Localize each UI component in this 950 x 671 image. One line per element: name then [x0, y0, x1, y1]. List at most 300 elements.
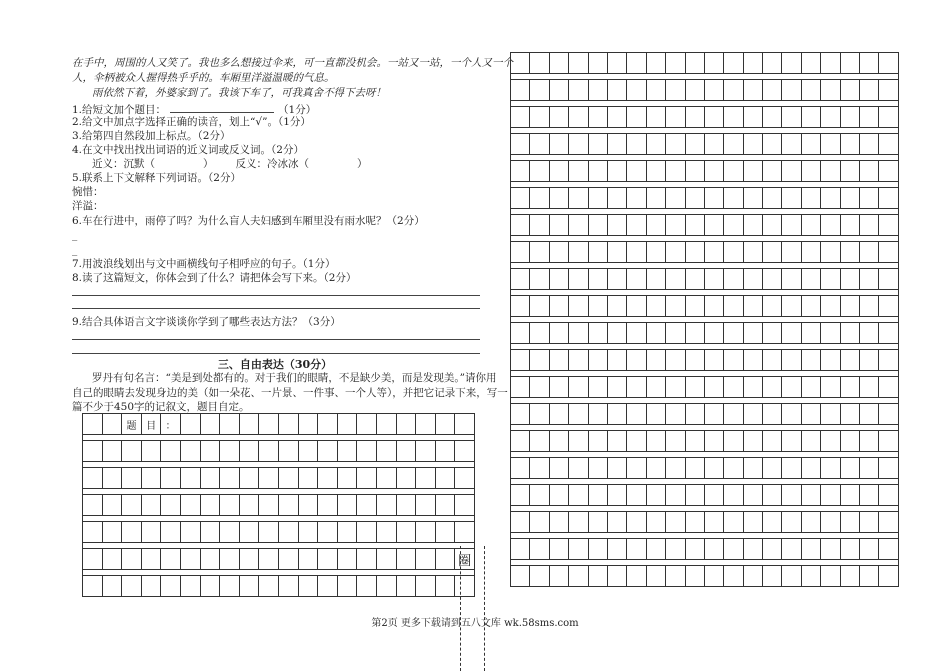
grid-cell[interactable] [103, 576, 123, 597]
grid-cell[interactable] [841, 323, 860, 344]
grid-cell[interactable] [589, 80, 608, 101]
grid-cell[interactable] [782, 512, 801, 533]
grid-cell[interactable] [763, 161, 782, 182]
grid-cell[interactable] [589, 53, 608, 74]
grid-cell[interactable] [647, 350, 666, 371]
grid-cell[interactable] [782, 269, 801, 290]
grid-cell[interactable] [821, 512, 840, 533]
grid-cell[interactable] [744, 296, 763, 317]
grid-cell[interactable] [647, 485, 666, 506]
grid-cell[interactable] [569, 431, 588, 452]
grid-cell[interactable] [338, 549, 358, 570]
grid-cell[interactable] [724, 404, 743, 425]
grid-cell[interactable] [627, 404, 646, 425]
grid-cell[interactable] [122, 441, 142, 462]
grid-cell[interactable] [161, 522, 181, 543]
grid-cell[interactable] [627, 458, 646, 479]
grid-cell[interactable] [122, 576, 142, 597]
grid-cell[interactable] [530, 134, 549, 155]
grid-cell[interactable] [627, 350, 646, 371]
grid-cell[interactable] [530, 566, 549, 587]
grid-cell[interactable] [705, 80, 724, 101]
grid-cell[interactable] [744, 350, 763, 371]
grid-cell[interactable] [802, 323, 821, 344]
grid-cell[interactable] [860, 53, 879, 74]
grid-cell[interactable] [724, 242, 743, 263]
grid-cell[interactable] [802, 377, 821, 398]
grid-cell[interactable] [220, 414, 240, 435]
grid-cell[interactable] [627, 242, 646, 263]
grid-cell[interactable] [511, 269, 530, 290]
grid-cell[interactable] [357, 576, 377, 597]
grid-cell[interactable] [530, 350, 549, 371]
grid-cell[interactable] [530, 242, 549, 263]
grid-cell[interactable] [530, 458, 549, 479]
grid-cell[interactable] [511, 431, 530, 452]
grid-cell[interactable] [724, 458, 743, 479]
grid-cell[interactable] [279, 495, 299, 516]
grid-cell[interactable] [357, 468, 377, 489]
grid-cell[interactable] [511, 161, 530, 182]
grid-cell[interactable] [416, 576, 436, 597]
grid-cell[interactable] [569, 350, 588, 371]
grid-cell[interactable] [103, 441, 123, 462]
grid-cell[interactable] [724, 350, 743, 371]
grid-cell[interactable] [608, 566, 627, 587]
grid-cell[interactable] [589, 377, 608, 398]
grid-cell[interactable] [860, 404, 879, 425]
grid-cell[interactable] [455, 441, 475, 462]
grid-cell[interactable] [879, 134, 898, 155]
grid-cell[interactable] [397, 441, 417, 462]
grid-cell[interactable] [550, 404, 569, 425]
grid-cell[interactable] [821, 539, 840, 560]
grid-cell[interactable] [647, 512, 666, 533]
grid-cell[interactable] [782, 404, 801, 425]
grid-cell[interactable] [782, 350, 801, 371]
grid-cell[interactable] [686, 188, 705, 209]
grid-cell[interactable] [821, 404, 840, 425]
grid-cell[interactable] [240, 441, 260, 462]
grid-cell[interactable] [841, 431, 860, 452]
grid-cell[interactable] [802, 539, 821, 560]
grid-cell[interactable] [782, 296, 801, 317]
grid-cell[interactable] [686, 350, 705, 371]
grid-cell[interactable] [821, 242, 840, 263]
grid-cell[interactable] [802, 485, 821, 506]
grid-cell[interactable] [647, 296, 666, 317]
grid-cell[interactable] [705, 188, 724, 209]
grid-cell[interactable] [686, 107, 705, 128]
grid-cell[interactable] [259, 468, 279, 489]
grid-cell[interactable] [589, 512, 608, 533]
grid-cell[interactable] [550, 107, 569, 128]
grid-cell[interactable] [666, 404, 685, 425]
grid-cell[interactable] [511, 80, 530, 101]
grid-cell[interactable] [569, 188, 588, 209]
grid-cell[interactable] [455, 495, 475, 516]
grid-cell[interactable] [201, 441, 221, 462]
grid-cell[interactable] [511, 512, 530, 533]
grid-cell[interactable] [879, 215, 898, 236]
grid-cell[interactable] [782, 485, 801, 506]
grid-cell[interactable] [763, 485, 782, 506]
grid-cell[interactable] [608, 107, 627, 128]
grid-cell[interactable] [299, 576, 319, 597]
grid-cell[interactable] [589, 134, 608, 155]
grid-cell[interactable] [744, 269, 763, 290]
grid-cell[interactable] [802, 404, 821, 425]
grid-cell[interactable] [608, 350, 627, 371]
grid-cell[interactable] [724, 377, 743, 398]
grid-cell[interactable] [511, 404, 530, 425]
grid-cell[interactable] [299, 414, 319, 435]
grid-cell[interactable] [821, 215, 840, 236]
grid-cell[interactable] [122, 549, 142, 570]
grid-cell[interactable] [686, 458, 705, 479]
grid-cell[interactable] [860, 188, 879, 209]
grid-cell[interactable] [686, 539, 705, 560]
grid-cell[interactable] [397, 522, 417, 543]
grid-cell[interactable] [744, 377, 763, 398]
grid-cell[interactable] [860, 431, 879, 452]
grid-cell[interactable] [686, 512, 705, 533]
grid-cell[interactable] [530, 404, 549, 425]
grid-cell[interactable] [338, 414, 358, 435]
grid-cell[interactable] [686, 404, 705, 425]
grid-cell[interactable] [763, 53, 782, 74]
grid-cell[interactable] [724, 296, 743, 317]
grid-cell[interactable] [181, 576, 201, 597]
grid-cell[interactable] [666, 53, 685, 74]
grid-cell[interactable] [608, 377, 627, 398]
grid-cell[interactable] [589, 107, 608, 128]
grid-cell[interactable] [744, 188, 763, 209]
grid-cell[interactable] [666, 134, 685, 155]
grid-cell[interactable] [744, 80, 763, 101]
grid-cell[interactable] [782, 323, 801, 344]
grid-cell[interactable] [782, 80, 801, 101]
grid-cell[interactable] [201, 495, 221, 516]
grid-cell[interactable] [550, 188, 569, 209]
grid-cell[interactable] [879, 188, 898, 209]
grid-cell[interactable] [318, 495, 338, 516]
grid-cell[interactable] [397, 576, 417, 597]
grid-cell[interactable] [377, 414, 397, 435]
grid-cell[interactable] [279, 468, 299, 489]
grid-cell[interactable] [357, 522, 377, 543]
grid-cell[interactable] [724, 512, 743, 533]
grid-cell[interactable] [511, 188, 530, 209]
grid-cell[interactable] [569, 80, 588, 101]
grid-cell[interactable] [377, 549, 397, 570]
grid-cell[interactable] [377, 576, 397, 597]
grid-cell[interactable] [103, 468, 123, 489]
grid-cell[interactable] [627, 188, 646, 209]
grid-cell[interactable] [705, 242, 724, 263]
grid-cell[interactable] [416, 468, 436, 489]
grid-cell[interactable] [841, 188, 860, 209]
grid-cell[interactable] [705, 215, 724, 236]
grid-cell[interactable] [879, 566, 898, 587]
grid-cell[interactable] [860, 458, 879, 479]
grid-cell[interactable] [724, 80, 743, 101]
grid-cell[interactable] [705, 269, 724, 290]
grid-cell[interactable] [569, 458, 588, 479]
grid-cell[interactable] [589, 161, 608, 182]
grid-cell[interactable] [550, 485, 569, 506]
grid-cell[interactable] [666, 188, 685, 209]
grid-cell[interactable] [83, 468, 103, 489]
grid-cell[interactable] [142, 468, 162, 489]
grid-cell[interactable] [201, 522, 221, 543]
grid-cell[interactable] [569, 566, 588, 587]
grid-cell[interactable] [589, 296, 608, 317]
grid-cell[interactable] [103, 522, 123, 543]
grid-cell[interactable] [744, 323, 763, 344]
grid-cell[interactable] [782, 431, 801, 452]
grid-cell[interactable] [530, 512, 549, 533]
grid-cell[interactable] [511, 134, 530, 155]
grid-cell[interactable] [569, 404, 588, 425]
grid-cell[interactable] [627, 566, 646, 587]
grid-cell[interactable] [608, 431, 627, 452]
grid-cell[interactable] [627, 269, 646, 290]
grid-cell[interactable] [821, 161, 840, 182]
grid-cell[interactable] [569, 53, 588, 74]
grid-cell[interactable] [860, 80, 879, 101]
grid-cell[interactable] [821, 566, 840, 587]
grid-cell[interactable] [705, 458, 724, 479]
grid-cell[interactable] [589, 242, 608, 263]
grid-cell[interactable] [705, 377, 724, 398]
grid-cell[interactable] [666, 566, 685, 587]
grid-cell[interactable] [338, 468, 358, 489]
grid-cell[interactable] [724, 188, 743, 209]
grid-cell[interactable] [299, 495, 319, 516]
grid-cell[interactable] [589, 350, 608, 371]
grid-cell[interactable] [705, 161, 724, 182]
grid-cell[interactable] [860, 242, 879, 263]
grid-cell[interactable] [299, 522, 319, 543]
grid-cell[interactable] [589, 458, 608, 479]
grid-cell[interactable] [841, 404, 860, 425]
grid-cell[interactable] [666, 107, 685, 128]
grid-cell[interactable] [530, 539, 549, 560]
grid-cell[interactable] [647, 458, 666, 479]
grid-cell[interactable] [397, 414, 417, 435]
grid-cell[interactable] [122, 468, 142, 489]
grid-cell[interactable] [666, 377, 685, 398]
grid-cell[interactable] [821, 431, 840, 452]
grid-cell[interactable] [627, 431, 646, 452]
grid-cell[interactable] [763, 512, 782, 533]
grid-cell[interactable] [455, 576, 475, 597]
grid-cell[interactable] [860, 350, 879, 371]
grid-cell[interactable] [782, 53, 801, 74]
grid-cell[interactable] [550, 161, 569, 182]
grid-cell[interactable] [338, 441, 358, 462]
grid-cell[interactable] [377, 441, 397, 462]
grid-cell[interactable] [377, 468, 397, 489]
grid-cell[interactable] [240, 576, 260, 597]
grid-cell[interactable] [666, 296, 685, 317]
grid-cell[interactable] [220, 522, 240, 543]
grid-cell[interactable] [511, 377, 530, 398]
grid-cell[interactable] [763, 242, 782, 263]
grid-cell[interactable] [686, 485, 705, 506]
grid-cell[interactable] [686, 215, 705, 236]
grid-cell[interactable] [608, 404, 627, 425]
grid-cell[interactable] [103, 495, 123, 516]
grid-cell[interactable] [686, 242, 705, 263]
grid-cell[interactable] [647, 323, 666, 344]
grid-cell[interactable] [821, 80, 840, 101]
grid-cell[interactable] [782, 134, 801, 155]
grid-cell[interactable] [259, 522, 279, 543]
grid-cell[interactable] [511, 242, 530, 263]
grid-cell[interactable] [530, 80, 549, 101]
grid-cell[interactable] [357, 549, 377, 570]
grid-cell[interactable] [879, 80, 898, 101]
grid-cell[interactable] [647, 134, 666, 155]
grid-cell[interactable] [724, 269, 743, 290]
grid-cell[interactable] [318, 576, 338, 597]
grid-cell[interactable] [608, 269, 627, 290]
grid-cell[interactable] [436, 495, 456, 516]
grid-cell[interactable] [279, 522, 299, 543]
grid-cell[interactable] [724, 539, 743, 560]
grid-cell[interactable] [705, 53, 724, 74]
grid-cell[interactable] [724, 431, 743, 452]
grid-cell[interactable] [821, 53, 840, 74]
grid-cell[interactable] [220, 495, 240, 516]
grid-cell[interactable] [860, 107, 879, 128]
grid-cell[interactable] [666, 431, 685, 452]
grid-cell[interactable] [802, 269, 821, 290]
grid-cell[interactable] [299, 549, 319, 570]
grid-cell[interactable] [530, 161, 549, 182]
grid-cell[interactable] [821, 107, 840, 128]
grid-cell[interactable] [397, 468, 417, 489]
grid-cell[interactable] [161, 495, 181, 516]
grid-cell[interactable] [802, 431, 821, 452]
grid-cell[interactable] [142, 576, 162, 597]
grid-cell[interactable] [589, 404, 608, 425]
grid-cell[interactable] [763, 188, 782, 209]
grid-cell[interactable] [608, 296, 627, 317]
grid-cell[interactable] [220, 468, 240, 489]
grid-cell[interactable] [744, 431, 763, 452]
grid-cell[interactable] [550, 377, 569, 398]
grid-cell[interactable] [377, 522, 397, 543]
grid-cell[interactable] [608, 80, 627, 101]
grid-cell[interactable] [181, 549, 201, 570]
grid-cell[interactable] [511, 215, 530, 236]
grid-cell[interactable] [299, 441, 319, 462]
grid-cell[interactable] [647, 161, 666, 182]
grid-cell[interactable] [821, 296, 840, 317]
grid-cell[interactable] [103, 414, 123, 435]
grid-cell[interactable] [860, 215, 879, 236]
grid-cell[interactable] [647, 377, 666, 398]
grid-cell[interactable] [279, 441, 299, 462]
grid-cell[interactable] [841, 485, 860, 506]
grid-cell[interactable] [763, 566, 782, 587]
grid-cell[interactable] [511, 485, 530, 506]
grid-cell[interactable] [397, 549, 417, 570]
grid-cell[interactable] [744, 458, 763, 479]
grid-cell[interactable] [259, 441, 279, 462]
grid-cell[interactable] [879, 485, 898, 506]
grid-cell[interactable] [802, 215, 821, 236]
grid-cell[interactable] [142, 441, 162, 462]
grid-cell[interactable] [608, 323, 627, 344]
grid-cell[interactable] [181, 522, 201, 543]
grid-cell[interactable] [782, 458, 801, 479]
grid-cell[interactable] [550, 215, 569, 236]
grid-cell[interactable] [860, 539, 879, 560]
grid-cell[interactable] [181, 414, 201, 435]
grid-cell[interactable] [744, 53, 763, 74]
grid-cell[interactable] [763, 539, 782, 560]
grid-cell[interactable] [879, 161, 898, 182]
grid-cell[interactable] [666, 458, 685, 479]
grid-cell[interactable] [705, 350, 724, 371]
grid-cell[interactable] [511, 458, 530, 479]
grid-cell[interactable] [530, 323, 549, 344]
grid-cell[interactable] [181, 495, 201, 516]
grid-cell[interactable] [724, 485, 743, 506]
grid-cell[interactable] [841, 296, 860, 317]
grid-cell[interactable] [397, 495, 417, 516]
grid-cell[interactable] [647, 566, 666, 587]
grid-cell[interactable] [279, 576, 299, 597]
grid-cell[interactable] [705, 107, 724, 128]
grid-cell[interactable] [318, 441, 338, 462]
grid-cell[interactable] [161, 576, 181, 597]
grid-cell[interactable] [686, 431, 705, 452]
grid-cell[interactable] [841, 458, 860, 479]
grid-cell[interactable] [530, 296, 549, 317]
grid-cell[interactable] [161, 441, 181, 462]
grid-cell[interactable] [841, 134, 860, 155]
grid-cell[interactable] [763, 404, 782, 425]
grid-cell[interactable] [103, 549, 123, 570]
grid-cell[interactable] [744, 242, 763, 263]
grid-cell[interactable] [627, 161, 646, 182]
grid-cell[interactable] [240, 414, 260, 435]
grid-cell[interactable] [455, 414, 475, 435]
grid-cell[interactable] [436, 576, 456, 597]
grid-cell[interactable] [608, 134, 627, 155]
grid-cell[interactable] [338, 495, 358, 516]
grid-cell[interactable] [511, 323, 530, 344]
grid-cell[interactable] [589, 566, 608, 587]
grid-cell[interactable] [530, 269, 549, 290]
grid-cell[interactable] [220, 576, 240, 597]
grid-cell[interactable] [724, 134, 743, 155]
grid-cell[interactable] [627, 134, 646, 155]
grid-cell[interactable] [666, 80, 685, 101]
grid-cell[interactable] [550, 539, 569, 560]
grid-cell[interactable] [299, 468, 319, 489]
grid-cell[interactable] [530, 53, 549, 74]
grid-cell[interactable] [377, 495, 397, 516]
grid-cell[interactable] [259, 576, 279, 597]
grid-cell[interactable] [83, 495, 103, 516]
grid-cell[interactable] [860, 134, 879, 155]
